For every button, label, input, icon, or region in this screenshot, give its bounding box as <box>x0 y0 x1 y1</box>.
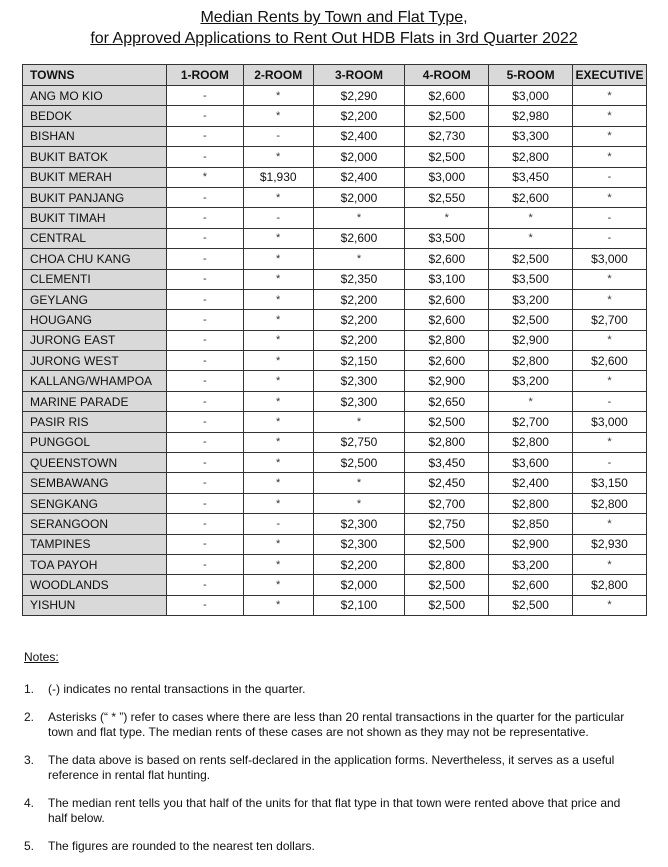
rent-cell: $3,450 <box>405 453 489 473</box>
rent-cell: $2,500 <box>313 453 405 473</box>
rent-cell: - <box>166 351 243 371</box>
column-header: EXECUTIVE <box>572 65 646 86</box>
rent-cell: $2,600 <box>489 575 573 595</box>
rent-cell: $2,600 <box>489 187 573 207</box>
rent-cell: $2,800 <box>405 432 489 452</box>
rent-cell: $3,200 <box>489 289 573 309</box>
town-name-cell: PUNGGOL <box>23 432 167 452</box>
rent-cell: $2,500 <box>489 595 573 615</box>
rent-cell: $2,930 <box>572 534 646 554</box>
table-body <box>23 86 647 616</box>
rent-cell: * <box>243 147 313 167</box>
town-name-cell: TAMPINES <box>23 534 167 554</box>
column-header: 3-ROOM <box>313 65 405 86</box>
rent-cell: - <box>166 126 243 146</box>
rent-cell: * <box>572 126 646 146</box>
rent-cell: - <box>166 228 243 248</box>
rent-cell: * <box>243 412 313 432</box>
rent-cell: $2,750 <box>405 514 489 534</box>
table-row <box>23 351 647 371</box>
rent-cell: * <box>572 269 646 289</box>
rent-cell: - <box>243 126 313 146</box>
rent-cell: $2,500 <box>405 595 489 615</box>
rent-cell: * <box>313 412 405 432</box>
town-name-cell: QUEENSTOWN <box>23 453 167 473</box>
column-header: 4-ROOM <box>405 65 489 86</box>
town-name-cell: ANG MO KIO <box>23 86 167 106</box>
rent-cell: * <box>243 493 313 513</box>
rent-cell: $3,150 <box>572 473 646 493</box>
table-row <box>23 208 647 228</box>
column-header: 5-ROOM <box>489 65 573 86</box>
town-name-cell: BISHAN <box>23 126 167 146</box>
title-line-2: for Approved Applications to Rent Out HDB Flats in 3rd Quarter 2022 <box>90 30 578 47</box>
rent-cell: $2,700 <box>572 310 646 330</box>
rent-cell: $3,500 <box>489 269 573 289</box>
town-name-cell: BEDOK <box>23 106 167 126</box>
rent-cell: $2,200 <box>313 310 405 330</box>
rent-cell: - <box>572 391 646 411</box>
note-text: Asterisks (“ * ”) refer to cases where there are less than 20 rental transactions in the quarter for the particular town and flat type. The median rents of these cases are not shown as they may not be representative. <box>48 710 625 739</box>
town-name-cell: CLEMENTI <box>23 269 167 289</box>
table-row <box>23 595 647 615</box>
rent-cell: $2,200 <box>313 330 405 350</box>
rent-cell: - <box>166 432 243 452</box>
town-name-cell: GEYLANG <box>23 289 167 309</box>
rent-cell: $3,200 <box>489 554 573 574</box>
rent-cell: * <box>243 269 313 289</box>
rent-cell: * <box>243 228 313 248</box>
rent-cell: $2,290 <box>313 86 405 106</box>
table-row <box>23 391 647 411</box>
note-number: 1. <box>24 682 35 696</box>
rent-cell: $2,300 <box>313 534 405 554</box>
rent-cell: $2,200 <box>313 554 405 574</box>
rent-cell: * <box>243 391 313 411</box>
rent-cell: - <box>166 330 243 350</box>
rent-cell: * <box>243 575 313 595</box>
rent-cell: * <box>243 106 313 126</box>
rent-cell: $2,500 <box>405 575 489 595</box>
rent-cell: $2,800 <box>572 575 646 595</box>
rent-cell: $2,700 <box>489 412 573 432</box>
rent-cell: * <box>243 453 313 473</box>
rent-cell: - <box>166 289 243 309</box>
rent-cell: $2,900 <box>489 534 573 554</box>
rent-cell: $2,600 <box>405 86 489 106</box>
rent-cell: $2,650 <box>405 391 489 411</box>
rent-cell: - <box>572 453 646 473</box>
table-row <box>23 187 647 207</box>
table-row <box>23 167 647 187</box>
rent-cell: - <box>243 514 313 534</box>
town-name-cell: WOODLANDS <box>23 575 167 595</box>
rent-cell: - <box>166 391 243 411</box>
rent-cell: $2,000 <box>313 147 405 167</box>
table-row <box>23 126 647 146</box>
rent-cell: $2,600 <box>572 351 646 371</box>
rent-cell: $2,600 <box>313 228 405 248</box>
town-name-cell: SENGKANG <box>23 493 167 513</box>
rent-cell: $2,800 <box>489 147 573 167</box>
rent-cell: * <box>243 595 313 615</box>
table-row <box>23 534 647 554</box>
rent-cell: $3,450 <box>489 167 573 187</box>
rent-cell: * <box>243 371 313 391</box>
table-row <box>23 330 647 350</box>
town-name-cell: JURONG EAST <box>23 330 167 350</box>
town-name-cell: HOUGANG <box>23 310 167 330</box>
town-name-cell: JURONG WEST <box>23 351 167 371</box>
table-row <box>23 106 647 126</box>
rent-cell: $3,000 <box>572 249 646 269</box>
rent-cell: $3,300 <box>489 126 573 146</box>
rent-cell: * <box>243 86 313 106</box>
rent-cell: $2,730 <box>405 126 489 146</box>
rent-cell: - <box>166 514 243 534</box>
town-name-cell: PASIR RIS <box>23 412 167 432</box>
table-row <box>23 575 647 595</box>
rent-cell: * <box>572 432 646 452</box>
rent-cell: $2,700 <box>405 493 489 513</box>
rent-cell: - <box>166 86 243 106</box>
rent-cell: $3,500 <box>405 228 489 248</box>
rent-cell: $2,300 <box>313 371 405 391</box>
rent-cell: $2,400 <box>313 167 405 187</box>
table-row <box>23 289 647 309</box>
table-row <box>23 453 647 473</box>
town-name-cell: BUKIT TIMAH <box>23 208 167 228</box>
rent-cell: - <box>572 167 646 187</box>
rent-cell: * <box>313 249 405 269</box>
rent-cell: - <box>166 187 243 207</box>
rent-cell: * <box>572 147 646 167</box>
rent-cell: $2,850 <box>489 514 573 534</box>
town-name-cell: BUKIT BATOK <box>23 147 167 167</box>
note-text: The median rent tells you that half of the units for that flat type in that town were rented above that price and half below. <box>48 796 621 825</box>
rent-cell: * <box>243 534 313 554</box>
rent-cell: - <box>166 147 243 167</box>
rent-cell: $2,800 <box>405 330 489 350</box>
rent-cell: * <box>572 371 646 391</box>
rent-cell: - <box>166 554 243 574</box>
town-name-cell: MARINE PARADE <box>23 391 167 411</box>
rent-cell: $2,450 <box>405 473 489 493</box>
rent-cell: $3,600 <box>489 453 573 473</box>
rent-cell: $2,800 <box>572 493 646 513</box>
median-rents-table <box>22 64 647 616</box>
rent-cell: $2,000 <box>313 575 405 595</box>
note-item <box>24 839 639 854</box>
note-item <box>24 710 639 740</box>
note-item <box>24 682 639 697</box>
rent-cell: - <box>166 412 243 432</box>
rent-cell: $2,500 <box>489 249 573 269</box>
rent-cell: $2,750 <box>313 432 405 452</box>
table-row <box>23 147 647 167</box>
rent-cell: $2,600 <box>405 351 489 371</box>
rent-cell: $1,930 <box>243 167 313 187</box>
rent-cell: * <box>489 208 573 228</box>
rent-cell: * <box>572 595 646 615</box>
rent-cell: $3,200 <box>489 371 573 391</box>
rent-cell: $3,000 <box>572 412 646 432</box>
town-name-cell: BUKIT PANJANG <box>23 187 167 207</box>
table-row <box>23 473 647 493</box>
rent-cell: - <box>166 575 243 595</box>
rent-cell: - <box>166 595 243 615</box>
table-row <box>23 249 647 269</box>
rent-cell: * <box>243 473 313 493</box>
column-header: 2-ROOM <box>243 65 313 86</box>
rent-cell: $2,350 <box>313 269 405 289</box>
rent-cell: * <box>243 330 313 350</box>
table-row <box>23 432 647 452</box>
rent-cell: $3,100 <box>405 269 489 289</box>
rent-cell: $2,500 <box>489 310 573 330</box>
document-title <box>0 7 668 49</box>
column-header: TOWNS <box>23 65 167 86</box>
table-row <box>23 554 647 574</box>
rent-cell: * <box>572 86 646 106</box>
rent-cell: - <box>166 371 243 391</box>
rent-cell: $2,550 <box>405 187 489 207</box>
rent-cell: * <box>489 228 573 248</box>
rent-cell: * <box>243 310 313 330</box>
rent-cell: * <box>405 208 489 228</box>
rent-cell: $2,300 <box>313 514 405 534</box>
rent-cell: - <box>166 493 243 513</box>
rent-cell: $3,000 <box>489 86 573 106</box>
rent-cell: $2,500 <box>405 534 489 554</box>
town-name-cell: TOA PAYOH <box>23 554 167 574</box>
rent-cell: * <box>572 554 646 574</box>
rent-cell: - <box>166 208 243 228</box>
notes-section <box>24 650 639 867</box>
title-line-1: Median Rents by Town and Flat Type, <box>200 9 468 26</box>
town-name-cell: BUKIT MERAH <box>23 167 167 187</box>
rent-cell: * <box>243 432 313 452</box>
rent-cell: $2,500 <box>405 412 489 432</box>
table-row <box>23 269 647 289</box>
rent-cell: $3,000 <box>405 167 489 187</box>
table-row <box>23 310 647 330</box>
rent-cell: - <box>166 534 243 554</box>
rent-cell: * <box>572 289 646 309</box>
rent-cell: $2,800 <box>489 432 573 452</box>
rent-cell: $2,300 <box>313 391 405 411</box>
town-name-cell: SERANGOON <box>23 514 167 534</box>
table-row <box>23 371 647 391</box>
rent-cell: * <box>572 106 646 126</box>
rent-cell: $2,150 <box>313 351 405 371</box>
rent-cell: - <box>572 228 646 248</box>
rent-cell: $2,400 <box>489 473 573 493</box>
table-row <box>23 514 647 534</box>
rent-cell: $2,800 <box>489 351 573 371</box>
town-name-cell: KALLANG/WHAMPOA <box>23 371 167 391</box>
rent-cell: * <box>572 514 646 534</box>
note-text: (-) indicates no rental transactions in the quarter. <box>48 682 306 696</box>
note-text: The data above is based on rents self-declared in the application forms. Nevertheless, it serves as a useful reference in rental flat hunting. <box>48 753 615 782</box>
note-number: 4. <box>24 796 35 810</box>
rent-cell: $2,980 <box>489 106 573 126</box>
rent-cell: $2,600 <box>405 249 489 269</box>
rent-cell: $2,600 <box>405 310 489 330</box>
rent-cell: * <box>489 391 573 411</box>
rent-cell: - <box>166 473 243 493</box>
rent-cell: * <box>313 473 405 493</box>
rent-cell: * <box>313 493 405 513</box>
note-item <box>24 753 639 783</box>
rent-cell: $2,100 <box>313 595 405 615</box>
notes-list <box>24 682 639 854</box>
rent-cell: * <box>243 554 313 574</box>
town-name-cell: YISHUN <box>23 595 167 615</box>
rent-cell: * <box>166 167 243 187</box>
note-number: 3. <box>24 753 35 767</box>
rent-cell: $2,600 <box>405 289 489 309</box>
rent-cell: - <box>166 269 243 289</box>
note-number: 2. <box>24 710 35 724</box>
rent-cell: - <box>166 106 243 126</box>
rent-cell: * <box>243 249 313 269</box>
table-row <box>23 412 647 432</box>
table-row <box>23 228 647 248</box>
note-item <box>24 796 639 826</box>
town-name-cell: CHOA CHU KANG <box>23 249 167 269</box>
rent-cell: $2,800 <box>489 493 573 513</box>
rent-cell: $2,500 <box>405 147 489 167</box>
rent-cell: $2,800 <box>405 554 489 574</box>
rent-cell: $2,200 <box>313 289 405 309</box>
table-header-row <box>23 65 647 86</box>
table-row <box>23 493 647 513</box>
rent-cell: - <box>166 249 243 269</box>
note-text: The figures are rounded to the nearest ten dollars. <box>48 839 315 853</box>
column-header: 1-ROOM <box>166 65 243 86</box>
rent-cell: * <box>243 187 313 207</box>
rent-cell: $2,400 <box>313 126 405 146</box>
notes-heading: Notes: <box>24 650 59 664</box>
rent-cell: $2,500 <box>405 106 489 126</box>
rent-cell: $2,900 <box>489 330 573 350</box>
town-name-cell: CENTRAL <box>23 228 167 248</box>
rent-cell: * <box>572 330 646 350</box>
rent-cell: - <box>243 208 313 228</box>
note-number: 5. <box>24 839 35 853</box>
rent-cell: - <box>572 208 646 228</box>
table-row <box>23 86 647 106</box>
rent-cell: * <box>243 289 313 309</box>
rent-cell: - <box>166 453 243 473</box>
rent-cell: $2,900 <box>405 371 489 391</box>
rent-cell: $2,000 <box>313 187 405 207</box>
town-name-cell: SEMBAWANG <box>23 473 167 493</box>
rent-cell: * <box>243 351 313 371</box>
rent-cell: - <box>166 310 243 330</box>
rent-cell: * <box>572 187 646 207</box>
rent-cell: $2,200 <box>313 106 405 126</box>
rent-cell: * <box>313 208 405 228</box>
